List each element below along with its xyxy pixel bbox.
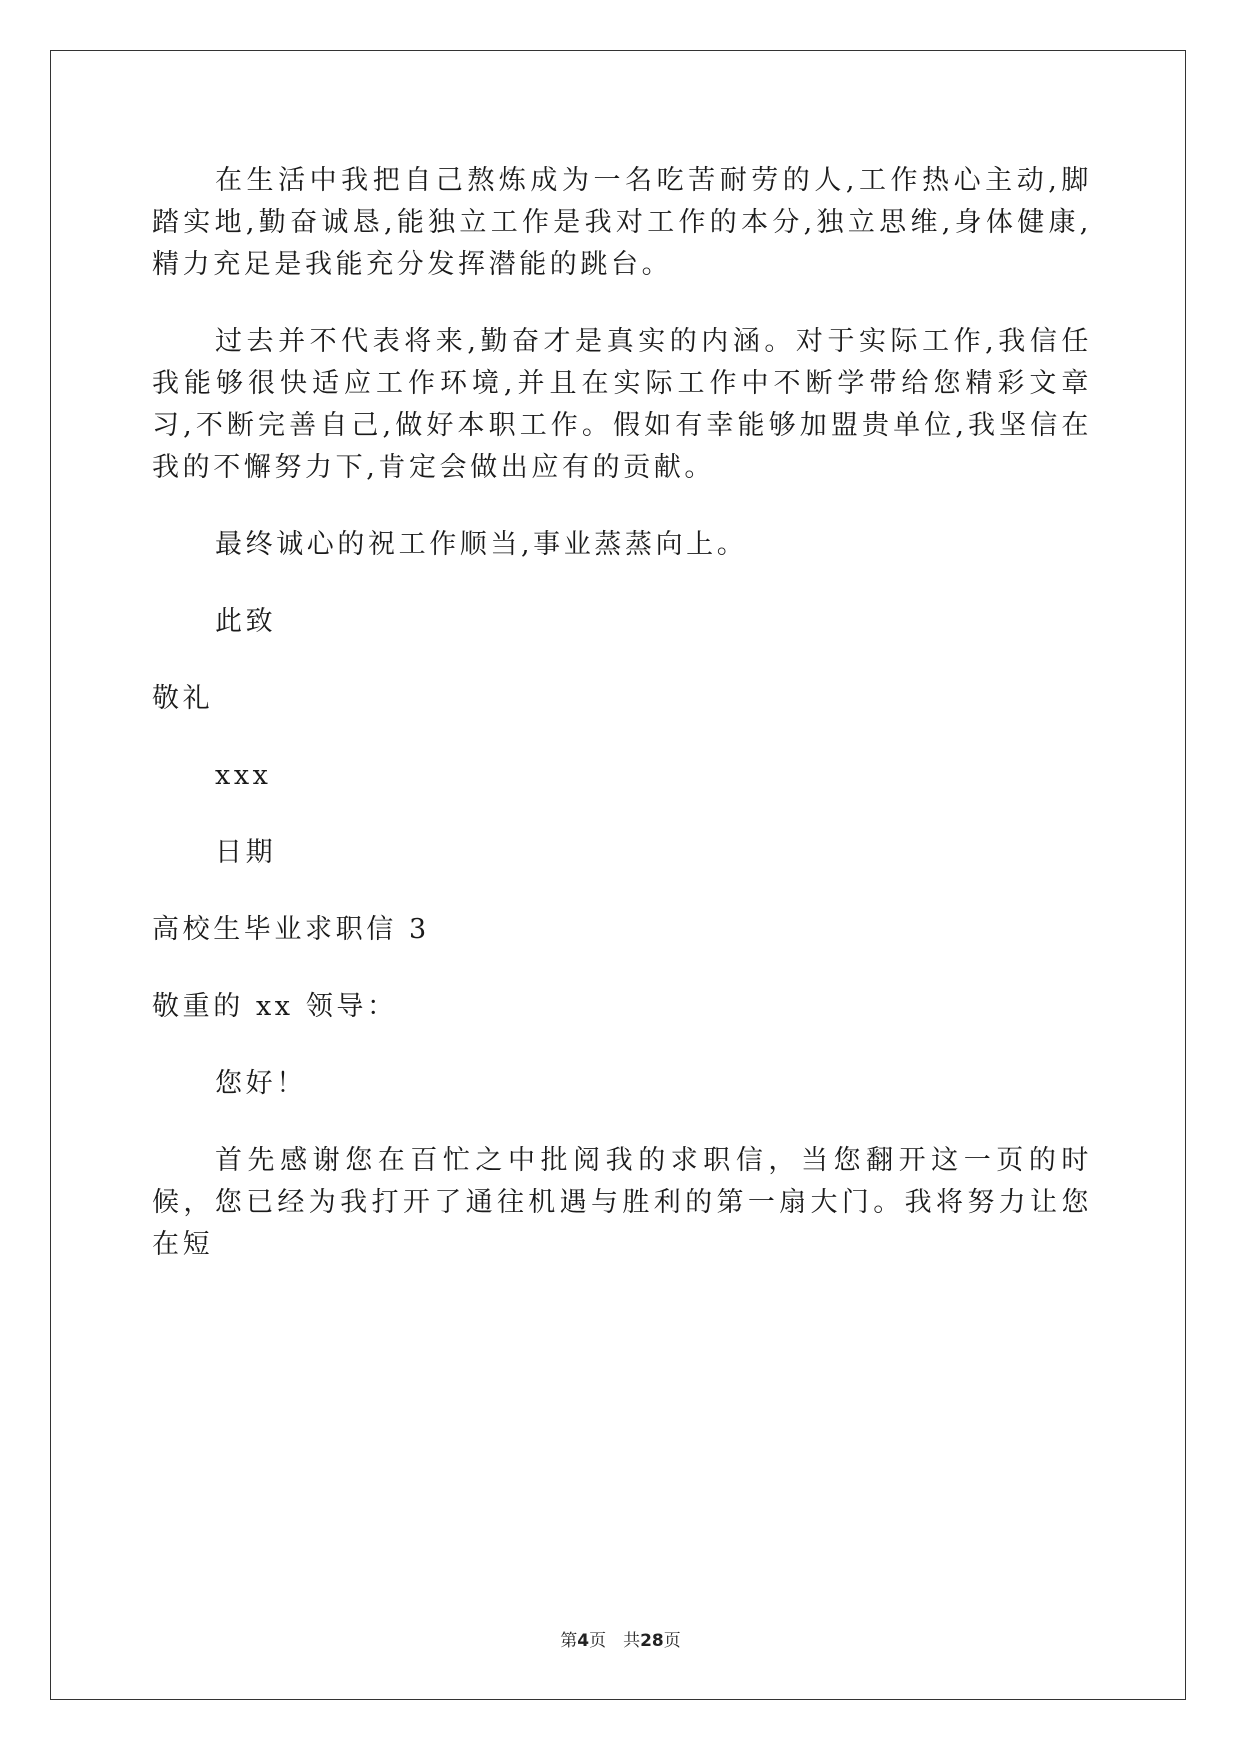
paragraph-future: 过去并不代表将来,勤奋才是真实的内涵。对于实际工作,我信任我能够很快适应工作环境,并且在实际工作中不断学带给您精彩文章习,不断完善自己,做好本职工作。假如有幸能够加盟贵单位,我坚信在我的不懈努力下,肯定会做出应有的贡献。 [152,326,1092,483]
page-mid: 页 共 [589,1631,641,1651]
greeting-text: 您好！ [215,1068,307,1099]
total-pages: 28 [640,1631,664,1651]
body-paragraph: 首先感谢您在百忙之中批阅我的求职信，当您翻开这一页的时候，您已经为我打开了通往机遇与胜利的第一扇大门。我将努力让您在短 [152,1145,1092,1260]
greeting-recipient: 敬重的 xx 领导： [152,991,398,1022]
section-title: 高校生毕业求职信 3 [152,914,430,945]
closing-text: 此致 [215,606,277,637]
date-label: 日期 [215,837,277,868]
paragraph-life: 在生活中我把自己熬炼成为一名吃苦耐劳的人,工作热心主动,脚踏实地,勤奋诚恳,能独立工作是我对工作的本分,独立思维,身体健康,精力充足是我能充分发挥潜能的跳台。 [152,165,1092,280]
salute-text: 敬礼 [152,683,214,714]
paragraph-wishes: 最终诚心的祝工作顺当,事业蒸蒸向上。 [215,529,748,560]
page-number: 4 [577,1631,590,1651]
document-body [152,160,1092,1301]
page-footer [0,1626,1241,1651]
signature-text: xxx [215,760,272,791]
page-prefix: 第 [560,1631,578,1651]
page-suffix: 页 [663,1631,681,1651]
